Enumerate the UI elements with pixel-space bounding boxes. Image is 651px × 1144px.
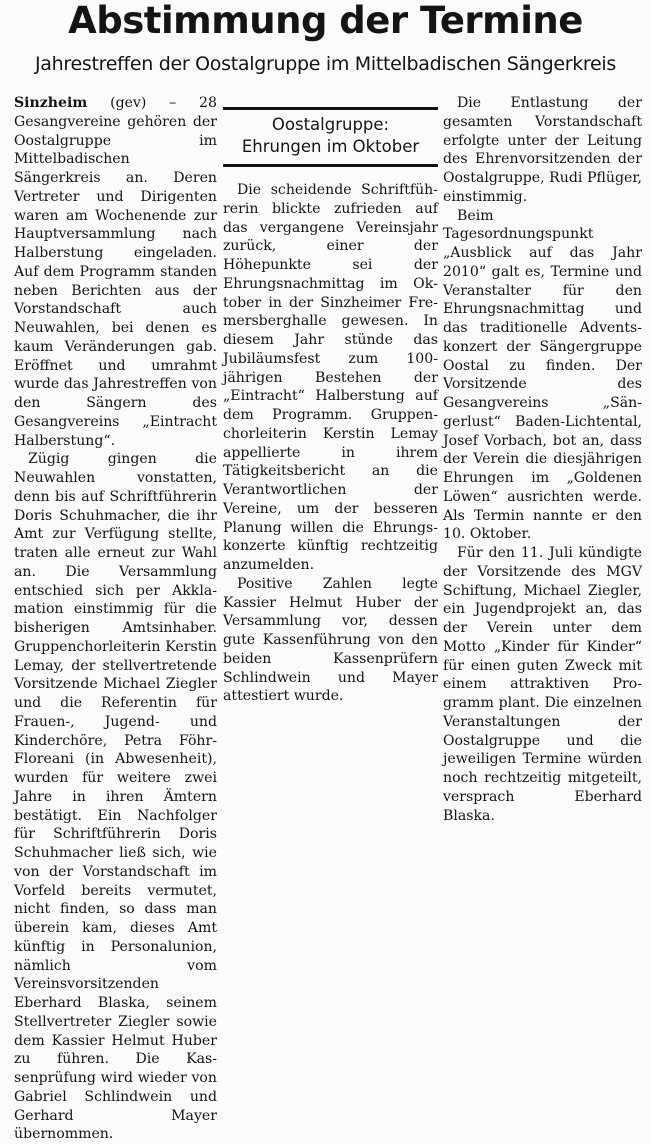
paragraph-5: Die Entlastung der gesamten Vorstandschaft erfolgte unter der Leitung des Ehrenvorsitzenden der Oostalgruppe, Rudi Pflüger, einstimmig. bbox=[443, 95, 642, 205]
subheading-line-1: Oostalgruppe: bbox=[271, 115, 390, 134]
lead-paragraph bbox=[14, 94, 217, 450]
article-column-3 bbox=[443, 94, 642, 825]
lead-text: (gev) – 28 Gesangvereine gehören der Oostalgruppe im Mittelbadischen Sängerkreis an. Deren Vertreter und Dirigenten waren am Wochenende zur Hauptversammlung nach Halberstung eingeladen. Auf dem Programm standen neben Berichten aus der Vorstandschaft auch Neuwahlen, bei denen es kaum Veränderungen gab. Eröffnet und umrahmt wurde das Jahrestreffen von den Sängern des Gesangvereins „Eintracht Halberstung“. bbox=[14, 95, 217, 449]
paragraph-6: Beim Tagesordnungspunkt „Ausblick auf das Jahr 2010“ galt es, Termine und Veranstalter für den Ehrungsnachmittag und das traditionelle Adventskonzert der Sängergruppe Oostal zu finden. Der Vorsitzende des Gesangvereins „Sängerlust“ Baden-Lichtental, Josef Vorbach, bot an, dass der Verein die diesjährigen Ehrungen im „Goldenen Löwen“ ausrichten werde. Als Termin nannte er den 10. Oktober. bbox=[443, 207, 642, 543]
article-column-1 bbox=[14, 94, 217, 1144]
paragraph-2: Zügig gingen die Neuwahlen vonstatten, denn bis auf Schriftführerin Doris Schuhmacher, die ihr Amt zur Verfügung stellte, traten alle erneut zur Wahl an. Die Versammlung entschied sich per Akklamation einstimmig für die bisherigen Amtsinhaber. Gruppenchorleiterin Kerstin Lemay, der stellvertretende Vorsitzende Michael Ziegler und die Referentin für Frauen-, Jugend- und Kinderchöre, Petra Föhr-Floreani (in Abwesenheit), wurden für weitere zwei Jahre in ihren Ämtern bestätigt. Ein Nachfolger für Schriftführerin Doris Schuhmacher ließ sich, wie von der Vorstandschaft im Vorfeld bereits vermutet, nicht finden, so dass man überein kam, dieses Amt künftig in Personalunion, nämlich vom Vereinsvorsitzenden Eberhard Blaska, seinem Stellvertreter Ziegler sowie dem Kassier Helmut Huber zu führen. Die Kassenprüfung wird wieder von Gabriel Schlindwein und Gerhard Mayer übernommen. bbox=[14, 451, 217, 1143]
headline: Abstimmung der Termine bbox=[68, 0, 583, 42]
dateline: Sinzheim bbox=[14, 95, 88, 111]
paragraph-4: Positive Zahlen legte Kassier Helmut Huber der Versammlung vor, dessen gute Kassenführung von den beiden Kassenprüfern Schlindwein und Mayer attestiert wurde. bbox=[223, 575, 438, 705]
paragraph-3: Die scheidende Schriftführerin blickte zufrieden auf das vergangene Vereinsjahr zurück, einer der Höhepunkte sei der Ehrungsnachmittag im Oktober in der Sinzheimer Fremersberghalle gewesen. In diesem Jahr stünde das Jubiläumsfest zum 100-jährigen Bestehen der „Eintracht“ Halberstung auf dem Programm. Gruppenchorleiterin Kerstin Lemay appellierte in ihrem Tätigkeitsbericht an die Verantwortlichen der Vereine, um der besseren Planung willen die Ehrungskonzerte künftig rechtzeitig anzumelden. bbox=[223, 182, 438, 573]
subheading-box bbox=[223, 107, 438, 167]
subheadline: Jahrestreffen der Oostalgruppe im Mittelbadischen Sängerkreis bbox=[34, 53, 616, 75]
paragraph-7: Für den 11. Juli kündigte der Vorsitzende des MGV Schiftung, Michael Ziegler, ein Jugendprojekt an, das der Verein unter dem Motto „Kinder für Kinder“ für einen guten Zweck mit einem attraktiven Programm plant. Die einzelnen Veranstaltungen der Oostalgruppe und die jeweiligen Termine würden noch rechtzeitig mitgeteilt, versprach Eberhard Blaska. bbox=[443, 545, 642, 824]
subheading-line-2: Ehrungen im Oktober bbox=[241, 137, 420, 156]
article-column-2 bbox=[223, 94, 438, 706]
